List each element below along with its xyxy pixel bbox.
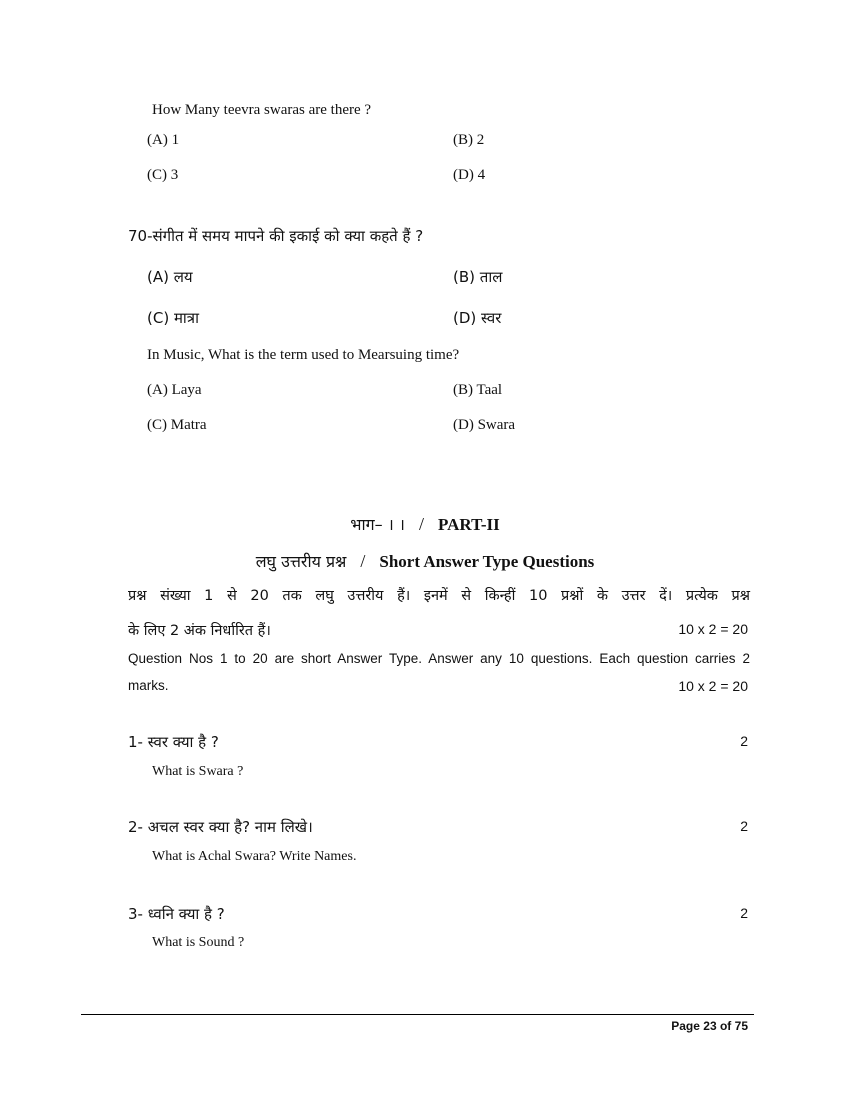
instructions-english-line2: marks. [128,678,169,693]
part-title-hindi: भाग– । । [350,515,405,534]
q70-option-a-hindi: (A) लय [147,268,193,286]
page-current: 23 [703,1019,717,1033]
q70-text-hindi: 70-संगीत में समय मापने की इकाई को क्या कहते हैं ? [128,227,424,245]
question-3-marks: 2 [740,905,748,921]
question-3-hindi: 3- ध्वनि क्या है ? [128,905,225,923]
instructions-hindi-line1: प्रश्न संख्या 1 से 20 तक लघु उत्तरीय हैं। इनमें से किन्हीं 10 प्रश्नों के उत्तर दें। प्रत्येक प्रश्न [128,588,750,604]
question-3-english: What is Sound ? [152,935,245,950]
page-label: Page [671,1019,700,1033]
q70-option-d-hindi: (D) स्वर [453,309,502,327]
instructions-english-line1: Question Nos 1 to 20 are short Answer Type. Answer any 10 questions. Each question carries 2 [128,651,750,666]
page-total: 75 [734,1019,748,1033]
q69-option-a: (A) 1 [147,132,180,148]
q70-option-c: (C) Matra [147,417,207,433]
page-of-label: of [719,1019,732,1033]
part-subtitle-hindi: लघु उत्तरीय प्रश्न [255,552,347,571]
part-separator: / [418,514,424,534]
footer-divider [81,1014,754,1015]
q70-text-english: In Music, What is the term used to Mearsuing time? [147,347,460,363]
instructions-english-marks: 10 x 2 = 20 [678,678,748,694]
q70-option-b: (B) Taal [453,382,503,398]
question-2-english: What is Achal Swara? Write Names. [152,849,357,864]
question-1-hindi: 1- स्वर क्या है ? [128,733,219,751]
question-1-marks: 2 [740,733,748,749]
question-2-hindi: 2- अचल स्वर क्या है? नाम लिखे। [128,818,313,836]
q69-text: How Many teevra swaras are there ? [152,102,372,118]
part-subtitle-separator: / [360,551,366,571]
q70-option-d: (D) Swara [453,417,516,433]
instructions-hindi-marks: 10 x 2 = 20 [678,621,748,637]
q70-option-b-hindi: (B) ताल [453,268,503,286]
instructions-hindi-line2: के लिए 2 अंक निर्धारित हैं। [128,623,271,639]
q69-option-c: (C) 3 [147,167,179,183]
question-2-marks: 2 [740,818,748,834]
q70-option-a: (A) Laya [147,382,202,398]
q69-option-b: (B) 2 [453,132,485,148]
question-1-english: What is Swara ? [152,764,244,779]
page-number [671,1019,748,1033]
part-heading [0,513,850,535]
part-subtitle-english: Short Answer Type Questions [379,552,595,571]
q70-option-c-hindi: (C) मात्रा [147,309,199,327]
part-subheading [0,550,850,572]
part-title-english: PART-II [437,515,500,534]
q69-option-d: (D) 4 [453,167,486,183]
